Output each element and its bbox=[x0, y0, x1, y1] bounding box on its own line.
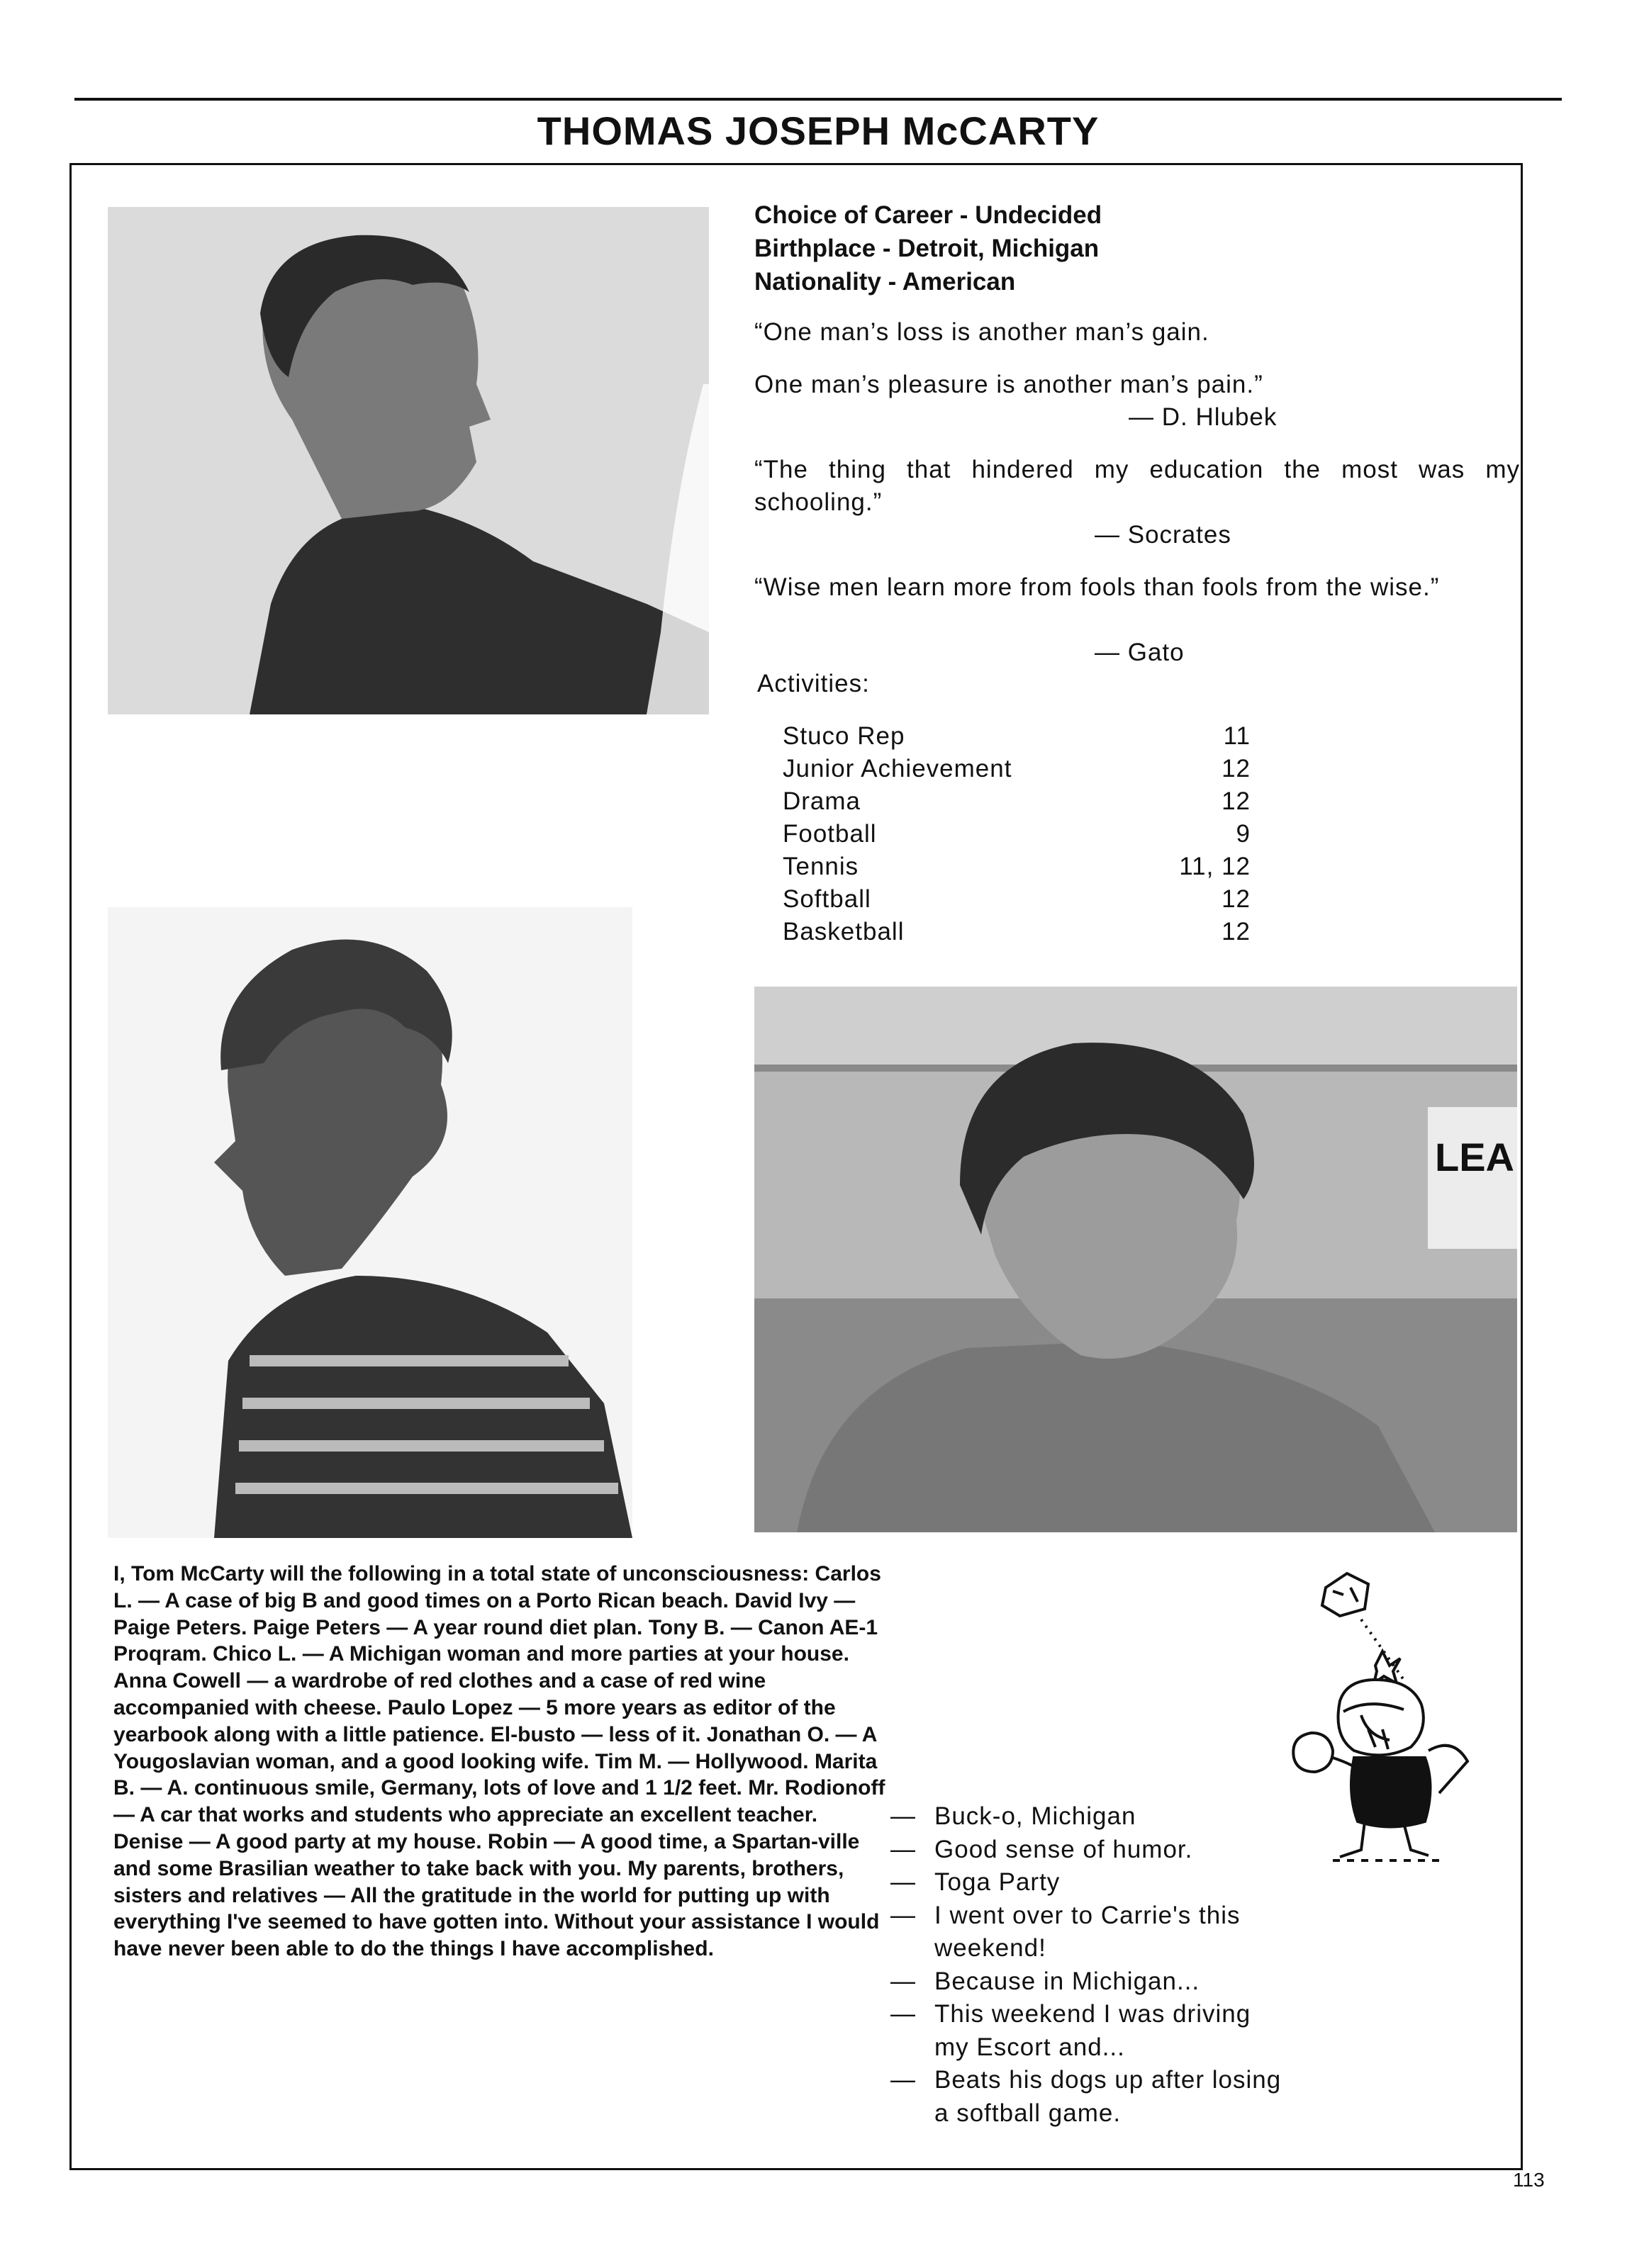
quote-attribution: — Socrates bbox=[1095, 521, 1231, 549]
activity-years: 9 bbox=[1236, 820, 1251, 848]
activity-name: Junior Achievement bbox=[783, 755, 1012, 782]
quote-3: “The thing that hindered my education the most was my schooling.” bbox=[754, 456, 1520, 516]
birthplace-fact: Birthplace - Detroit, Michigan bbox=[754, 235, 1100, 262]
activity-name: Football bbox=[783, 820, 877, 848]
saying-item bbox=[890, 1965, 1287, 1999]
curly-hair-photo-image bbox=[108, 907, 632, 1538]
activity-years: 12 bbox=[1222, 787, 1251, 815]
sayings-list bbox=[890, 1800, 1287, 2130]
activity-row bbox=[783, 850, 1251, 883]
activity-row bbox=[783, 916, 1251, 948]
last-will-text: I, Tom McCarty will the following in a total state of unconsciousness: Carlos L. — A case of big B and good times on a Porto Rican beach. David Ivy — Paige Peters. Paige Peters — A year round diet plan. Tony B. — Canon AE-1 Proqram. Chico L. — A Michigan woman and more parties at your house. Anna Cowell — a wardrobe of red clothes and a case of red wine accompanied with cheese. Paulo Lopez — 5 more years as editor of the yearbook along with a little patience. El-busto — less of it. Jonathan O. — A Yougoslavian woman, and a good looking wife. Tim M. — Hollywood. Marita B. — A. continuous smile, Germany, lots of love and 1 1/2 feet. Mr. Rodionoff — A car that works and students who appreciate an excellent teacher. Denise — A good party at my house. Robin — A good time, a Spartan-ville and some Brasilian weather to take back with you. My parents, brothers, sisters and relatives — All the gratitude in the world for putting up with everything I've seemed to have gotten into. Without your assistance I would have never been able to do the things I have accomplished. bbox=[113, 1562, 885, 1961]
activity-name: Drama bbox=[783, 787, 861, 815]
activity-row bbox=[783, 818, 1251, 850]
saying-text: Buck-o, Michigan bbox=[934, 1802, 1136, 1830]
quote-4: “Wise men learn more from fools than fools from the wise.” bbox=[754, 573, 1440, 601]
activity-years: 11 bbox=[1223, 722, 1251, 750]
saying-item bbox=[890, 2064, 1287, 2130]
activity-name: Stuco Rep bbox=[783, 722, 905, 750]
dash: — bbox=[890, 2066, 916, 2094]
activity-name: Basketball bbox=[783, 918, 905, 945]
saying-item bbox=[890, 1899, 1287, 1965]
top-rule bbox=[74, 98, 1562, 101]
activity-row bbox=[783, 720, 1251, 753]
looking-down-photo-image bbox=[754, 987, 1517, 1532]
saying-item bbox=[890, 1834, 1287, 1867]
caveman-cartoon bbox=[1262, 1559, 1503, 1864]
saying-text: Beats his dogs up after losing a softball game. bbox=[934, 2066, 1282, 2127]
activity-years: 12 bbox=[1222, 918, 1251, 945]
saying-text: Good sense of humor. bbox=[934, 1835, 1193, 1863]
profile-facts bbox=[754, 198, 1520, 298]
quote-2: One man’s pleasure is another man’s pain.” bbox=[754, 371, 1263, 398]
curly-hair-photo bbox=[108, 907, 632, 1538]
activity-row bbox=[783, 785, 1251, 818]
activity-name: Tennis bbox=[783, 853, 859, 880]
dash: — bbox=[890, 1967, 916, 1995]
saying-item bbox=[890, 1800, 1287, 1834]
activity-row bbox=[783, 883, 1251, 916]
activity-name: Softball bbox=[783, 885, 871, 913]
caveman-cartoon-icon bbox=[1262, 1559, 1503, 1864]
saying-text: This weekend I was driving my Escort and... bbox=[934, 2000, 1251, 2061]
saying-text: Toga Party bbox=[934, 1868, 1061, 1896]
activity-row bbox=[783, 753, 1251, 785]
activity-years: 12 bbox=[1222, 755, 1251, 782]
dash: — bbox=[890, 1835, 916, 1863]
dash: — bbox=[890, 1901, 916, 1929]
career-fact: Choice of Career - Undecided bbox=[754, 201, 1102, 229]
quote-attribution: — D. Hlubek bbox=[1129, 403, 1278, 431]
saying-text: Because in Michigan... bbox=[934, 1967, 1200, 1995]
activities-list bbox=[783, 720, 1251, 948]
activities-heading: Activities: bbox=[757, 670, 870, 697]
saying-item bbox=[890, 1866, 1287, 1899]
dash: — bbox=[890, 1802, 916, 1830]
profile-photo-image bbox=[108, 207, 709, 714]
activity-years: 12 bbox=[1222, 885, 1251, 913]
saying-item bbox=[890, 1998, 1287, 2064]
looking-down-photo bbox=[754, 987, 1517, 1532]
quote-attribution: — Gato bbox=[1095, 639, 1185, 666]
profile-photo bbox=[108, 207, 709, 714]
saying-text: I went over to Carrie's this weekend! bbox=[934, 1901, 1241, 1962]
sign-text: LEA bbox=[1435, 1135, 1514, 1179]
page-title: THOMAS JOSEPH McCARTY bbox=[537, 108, 1100, 153]
dash: — bbox=[890, 2000, 916, 2028]
dash: — bbox=[890, 1868, 916, 1896]
page-number: 113 bbox=[1513, 2169, 1545, 2191]
nationality-fact: Nationality - American bbox=[754, 268, 1016, 296]
activity-years: 11, 12 bbox=[1179, 853, 1251, 880]
quote-1: “One man’s loss is another man’s gain. bbox=[754, 318, 1209, 346]
